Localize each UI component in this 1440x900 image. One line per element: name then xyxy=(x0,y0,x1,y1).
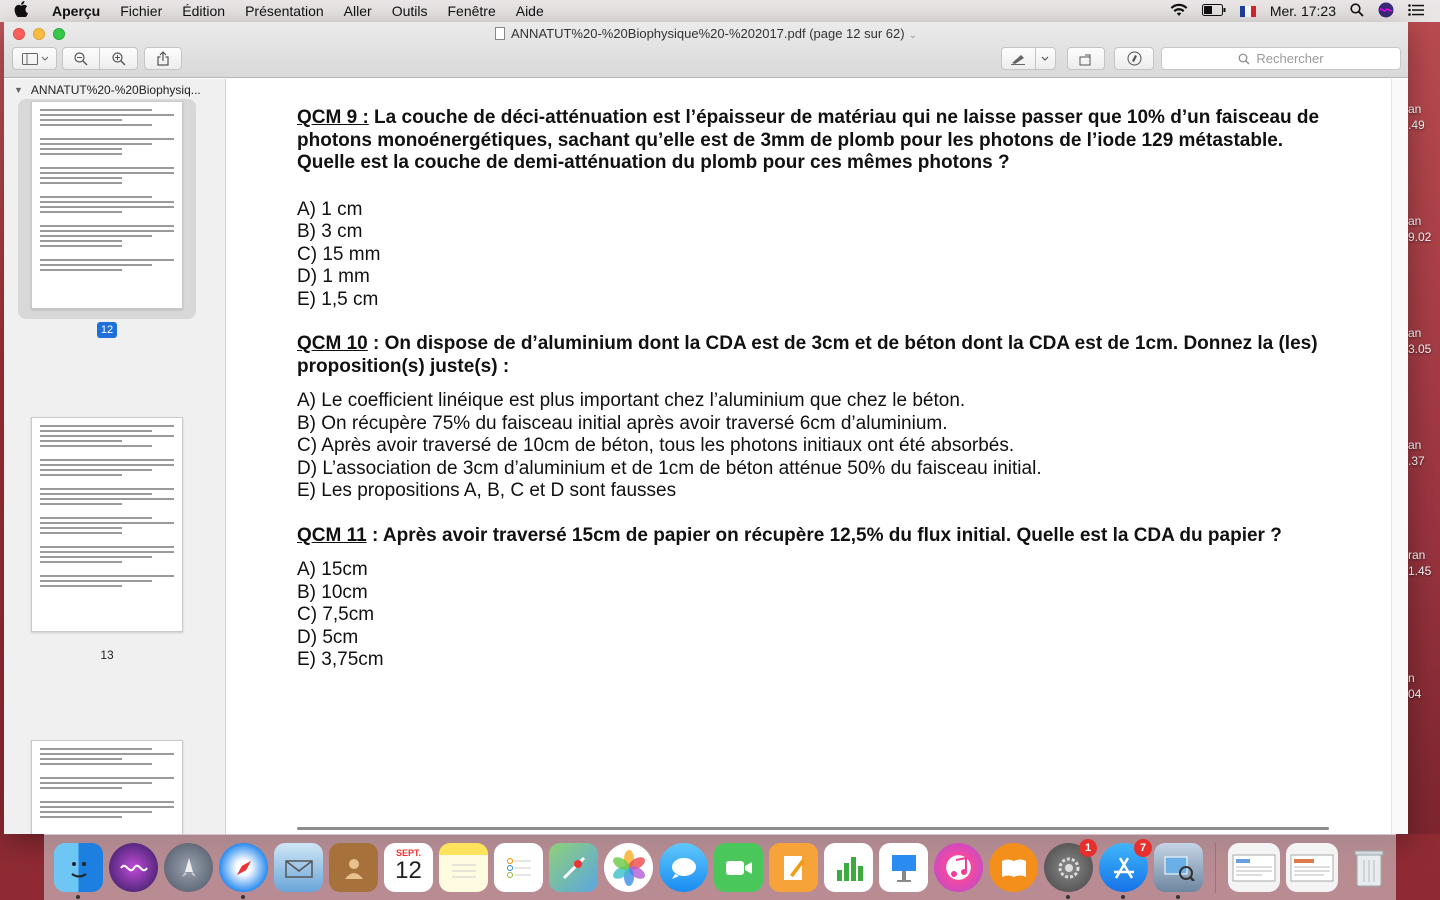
sidebar-document-name: ANNATUT%20-%20Biophysiq... xyxy=(30,83,201,97)
search-icon xyxy=(1238,53,1250,65)
notification-badge: 7 xyxy=(1134,839,1152,857)
answer-option: B) On récupère 75% du faisceau initial après avoir traversé 6cm d’aluminium. xyxy=(297,412,948,434)
system-preferences-icon[interactable] xyxy=(1044,843,1093,892)
disclosure-triangle-icon[interactable]: ▼ xyxy=(14,85,23,95)
desktop-label: 04 xyxy=(1408,687,1422,701)
desktop-label: 3.05 xyxy=(1408,342,1432,356)
window-title-text: ANNATUT%20-%20Biophysique%20-%202017.pdf (page 12 sur 62) xyxy=(511,26,905,41)
document-view[interactable] xyxy=(227,79,1391,834)
spotlight-search-icon[interactable] xyxy=(1350,3,1364,20)
page-thumbnail-14[interactable] xyxy=(31,740,183,834)
page-number-badge-selected: 12 xyxy=(97,322,117,338)
dock xyxy=(44,834,1396,900)
zoom-out-icon xyxy=(74,52,88,66)
calendar-month: SEPT. xyxy=(395,847,421,858)
answer-option: B) 10cm xyxy=(297,581,368,603)
page-thumbnail-12[interactable] xyxy=(31,101,183,309)
contacts-icon[interactable] xyxy=(329,843,378,892)
chevron-down-icon: ⌄ xyxy=(908,30,917,41)
thumbnail-sidebar xyxy=(4,79,226,834)
notification-center-icon[interactable] xyxy=(1408,3,1424,19)
question-block xyxy=(297,525,1337,672)
menu-aide[interactable]: Aide xyxy=(515,3,544,19)
battery-icon[interactable] xyxy=(1202,3,1226,19)
pdf-document-icon xyxy=(495,27,505,40)
question-text: : Après avoir traversé 15cm de papier on récupère 12,5% du flux initial. Quelle est la CDA du papier ? xyxy=(366,524,1282,546)
pages-icon[interactable] xyxy=(769,843,818,892)
answer-option: C) 15 mm xyxy=(297,243,381,265)
desktop-label: an xyxy=(1408,326,1422,340)
answer-option: E) 1,5 cm xyxy=(297,288,379,310)
search-field[interactable] xyxy=(1161,47,1401,70)
desktop-label: n xyxy=(1408,671,1415,685)
question-number: QCM 11 xyxy=(297,524,367,546)
answer-option: C) 7,5cm xyxy=(297,604,375,625)
notification-badge: 1 xyxy=(1079,839,1097,857)
trash-icon[interactable] xyxy=(1344,843,1393,892)
question-number: QCM 9 : xyxy=(297,107,369,128)
answer-option: A) 1 cm xyxy=(297,198,363,220)
search-placeholder: Rechercher xyxy=(1256,51,1324,66)
sidebar-document-header[interactable] xyxy=(4,79,225,101)
desktop-label: an xyxy=(1408,102,1422,116)
menu-fichier[interactable]: Fichier xyxy=(120,3,163,19)
zoom-out-button[interactable] xyxy=(63,48,100,69)
answer-option: E) 3,75cm xyxy=(297,649,384,670)
question-text: La couche de déci-atténuation est l’épaisseur de matériau qui ne laisse passer que 10% d’un faisceau de photons monoénergétiques, sachant qu’elle est de 3mm de plomb pour les photons de l’iode 129 métastable. xyxy=(297,107,1320,151)
desktop-edge xyxy=(1408,22,1440,834)
answer-option: C) Après avoir traversé de 10cm de béton, tous les photons initiaux ont été absorbés. xyxy=(297,435,1015,456)
menu-fenetre[interactable]: Fenêtre xyxy=(447,3,496,19)
answer-option: D) L’association de 3cm d’aluminium et de 1cm de béton atténue 50% du faisceau initial. xyxy=(297,457,1042,479)
clock[interactable]: Mer. 17:23 xyxy=(1269,3,1336,19)
highlight-button[interactable] xyxy=(1002,48,1036,69)
desktop-label: an xyxy=(1408,214,1422,228)
desktop-label: 1.45 xyxy=(1408,564,1432,578)
zoom-segmented-control xyxy=(62,47,138,70)
desktop-label: an xyxy=(1408,438,1422,452)
answer-option: E) Les propositions A, B, C et D sont fausses xyxy=(297,480,677,501)
answer-list xyxy=(297,199,1337,312)
numbers-icon[interactable] xyxy=(824,843,873,892)
menu-edition[interactable]: Édition xyxy=(182,3,226,19)
answer-list xyxy=(297,559,1337,672)
highlight-options-button[interactable] xyxy=(1036,48,1055,69)
notes-icon[interactable] xyxy=(439,843,488,892)
preview-app-icon[interactable] xyxy=(1154,843,1203,892)
pdf-page-content xyxy=(297,107,1337,692)
markup-pen-icon xyxy=(1127,51,1142,66)
answer-option: A) 15cm xyxy=(297,559,368,580)
books-icon[interactable] xyxy=(989,843,1038,892)
menubar xyxy=(0,0,1440,22)
zoom-in-button[interactable] xyxy=(100,48,137,69)
question-text-2: Quelle est la couche de demi-atténuation du plomb pour ces mêmes photons ? xyxy=(297,152,1010,173)
window-title[interactable] xyxy=(4,26,1408,41)
apple-menu-icon[interactable] xyxy=(14,1,36,22)
desktop-label: .49 xyxy=(1408,118,1425,132)
siri-app-icon[interactable] xyxy=(109,843,158,892)
mail-icon[interactable] xyxy=(274,843,323,892)
question-number: QCM 10 xyxy=(297,333,368,354)
menu-outils[interactable]: Outils xyxy=(391,3,428,19)
sidebar-icon xyxy=(22,53,48,65)
share-icon xyxy=(157,51,169,66)
desktop-label: ran xyxy=(1408,548,1426,562)
titlebar xyxy=(4,22,1408,78)
app-store-icon[interactable] xyxy=(1099,843,1148,892)
markup-highlight-control xyxy=(1001,47,1056,70)
answer-option: D) 1 mm xyxy=(297,266,370,287)
chevron-down-icon xyxy=(1041,56,1049,62)
horizontal-scrollbar[interactable] xyxy=(297,827,1329,830)
answer-option: A) Le coefficient linéique est plus important chez l’aluminium que chez le béton. xyxy=(297,390,966,411)
answer-option: D) 5cm xyxy=(297,626,359,648)
question-text: : On dispose de d’aluminium dont la CDA est de 3cm et de béton dont la CDA est de 1cm. Donnez la (les) proposition(s) juste(s) : xyxy=(297,333,1318,377)
wifi-icon[interactable] xyxy=(1170,3,1188,20)
question-title xyxy=(297,525,1337,548)
minimized-document-icon[interactable] xyxy=(1286,843,1338,892)
question-title xyxy=(297,333,1337,378)
answer-list xyxy=(297,390,1337,503)
question-block xyxy=(297,107,1337,311)
question-title xyxy=(297,107,1337,175)
itunes-icon[interactable] xyxy=(934,843,983,892)
menu-app-name[interactable]: Aperçu xyxy=(52,3,101,19)
photos-icon[interactable] xyxy=(604,843,653,892)
safari-icon[interactable] xyxy=(219,843,268,892)
vertical-scroll-track[interactable] xyxy=(1391,79,1408,834)
share-button[interactable] xyxy=(144,47,182,70)
answer-option: B) 3 cm xyxy=(297,221,363,242)
page-number-label: 13 xyxy=(100,648,114,662)
menu-aller[interactable]: Aller xyxy=(343,3,372,19)
desktop-label: 9.02 xyxy=(1408,230,1432,244)
maps-icon[interactable] xyxy=(549,843,598,892)
menu-presentation[interactable]: Présentation xyxy=(245,3,324,19)
siri-icon[interactable] xyxy=(1378,2,1394,21)
markup-toolbar-button[interactable] xyxy=(1114,47,1154,70)
keynote-icon[interactable] xyxy=(879,843,928,892)
minimized-window-icon[interactable] xyxy=(1228,843,1280,892)
facetime-icon[interactable] xyxy=(714,843,763,892)
finder-icon[interactable] xyxy=(54,843,103,892)
reminders-icon[interactable] xyxy=(494,843,543,892)
preview-window xyxy=(4,22,1408,834)
launchpad-icon[interactable] xyxy=(164,843,213,892)
zoom-in-icon xyxy=(112,52,126,66)
input-source-flag-icon[interactable] xyxy=(1240,6,1256,17)
desktop-label: .37 xyxy=(1408,454,1425,468)
calendar-icon[interactable] xyxy=(384,843,433,892)
rotate-button[interactable] xyxy=(1067,47,1105,70)
messages-icon[interactable] xyxy=(659,843,708,892)
rotate-icon xyxy=(1078,52,1094,66)
sidebar-toggle-button[interactable] xyxy=(12,47,57,70)
question-block xyxy=(297,333,1337,503)
page-thumbnail-13[interactable] xyxy=(31,417,183,632)
dock-separator xyxy=(1215,843,1216,893)
calendar-day: 12 xyxy=(395,856,422,884)
highlighter-icon xyxy=(1010,53,1026,65)
